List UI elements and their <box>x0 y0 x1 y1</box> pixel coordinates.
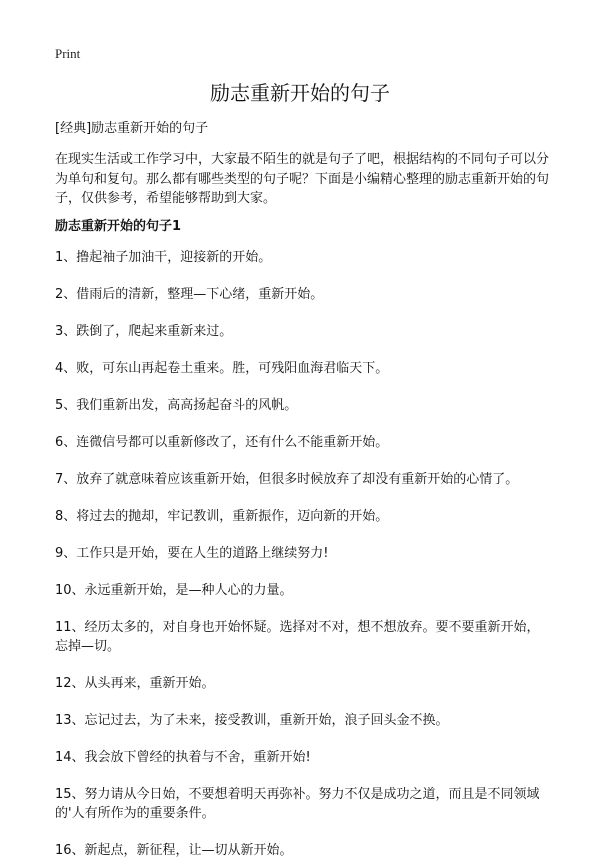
sentence-item: 11、经历太多的，对自身也开始怀疑。选择对不对，想不想放弃。要不要重新开始，忘掉—切。 <box>55 620 540 654</box>
sentence-item: 10、永远重新开始，是—种人心的力量。 <box>55 583 293 598</box>
print-link[interactable]: Print <box>55 46 81 61</box>
intro-paragraph: 在现实生活或工作学习中，大家最不陌生的就是句子了吧，根据结构的不同句子可以分为单句和复句。那么都有哪些类型的句子呢？下面是小编精心整理的励志重新开始的句子，仅供参考，希望能够帮助到大家。 <box>55 152 550 206</box>
page-title: 励志重新开始的句子 <box>210 81 390 105</box>
sentence-item: 15、努力请从今日始，不要想着明天再弥补。努力不仅是成功之道，而且是不同领域的'人有所作为的重要条件。 <box>55 787 540 821</box>
sentence-item: 6、连微信号都可以重新修改了，还有什么不能重新开始。 <box>55 435 389 450</box>
sentence-item: 2、借雨后的清新，整理—下心绪，重新开始。 <box>55 287 324 302</box>
sentence-item: 12、从头再来，重新开始。 <box>55 676 215 691</box>
document-subtitle: [经典]励志重新开始的句子 <box>55 121 209 136</box>
sentence-item: 1、撸起袖子加油干，迎接新的开始。 <box>55 250 272 265</box>
sentence-item: 5、我们重新出发，高高扬起奋斗的风帆。 <box>55 398 298 413</box>
sentence-item: 16、新起点，新征程，让—切从新开始。 <box>55 843 293 858</box>
sentence-item: 4、败，可东山再起卷土重来。胜，可残阳血海君临天下。 <box>55 361 389 376</box>
sentence-item: 7、放弃了就意味着应该重新开始，但很多时候放弃了却没有重新开始的心情了。 <box>55 472 519 487</box>
sentence-item: 13、忘记过去，为了未来，接受教训，重新开始，浪子回头金不换。 <box>55 713 449 728</box>
sentence-list <box>55 248 550 860</box>
sentence-item: 14、我会放下曾经的执着与不舍，重新开始! <box>55 750 311 765</box>
sentence-item: 8、将过去的抛却，牢记教训，重新振作，迈向新的开始。 <box>55 509 389 524</box>
section-heading: 励志重新开始的句子1 <box>55 219 182 234</box>
sentence-item: 3、跌倒了，爬起来重新来过。 <box>55 324 233 339</box>
sentence-item: 9、工作只是开始，要在人生的道路上继续努力! <box>55 546 329 561</box>
